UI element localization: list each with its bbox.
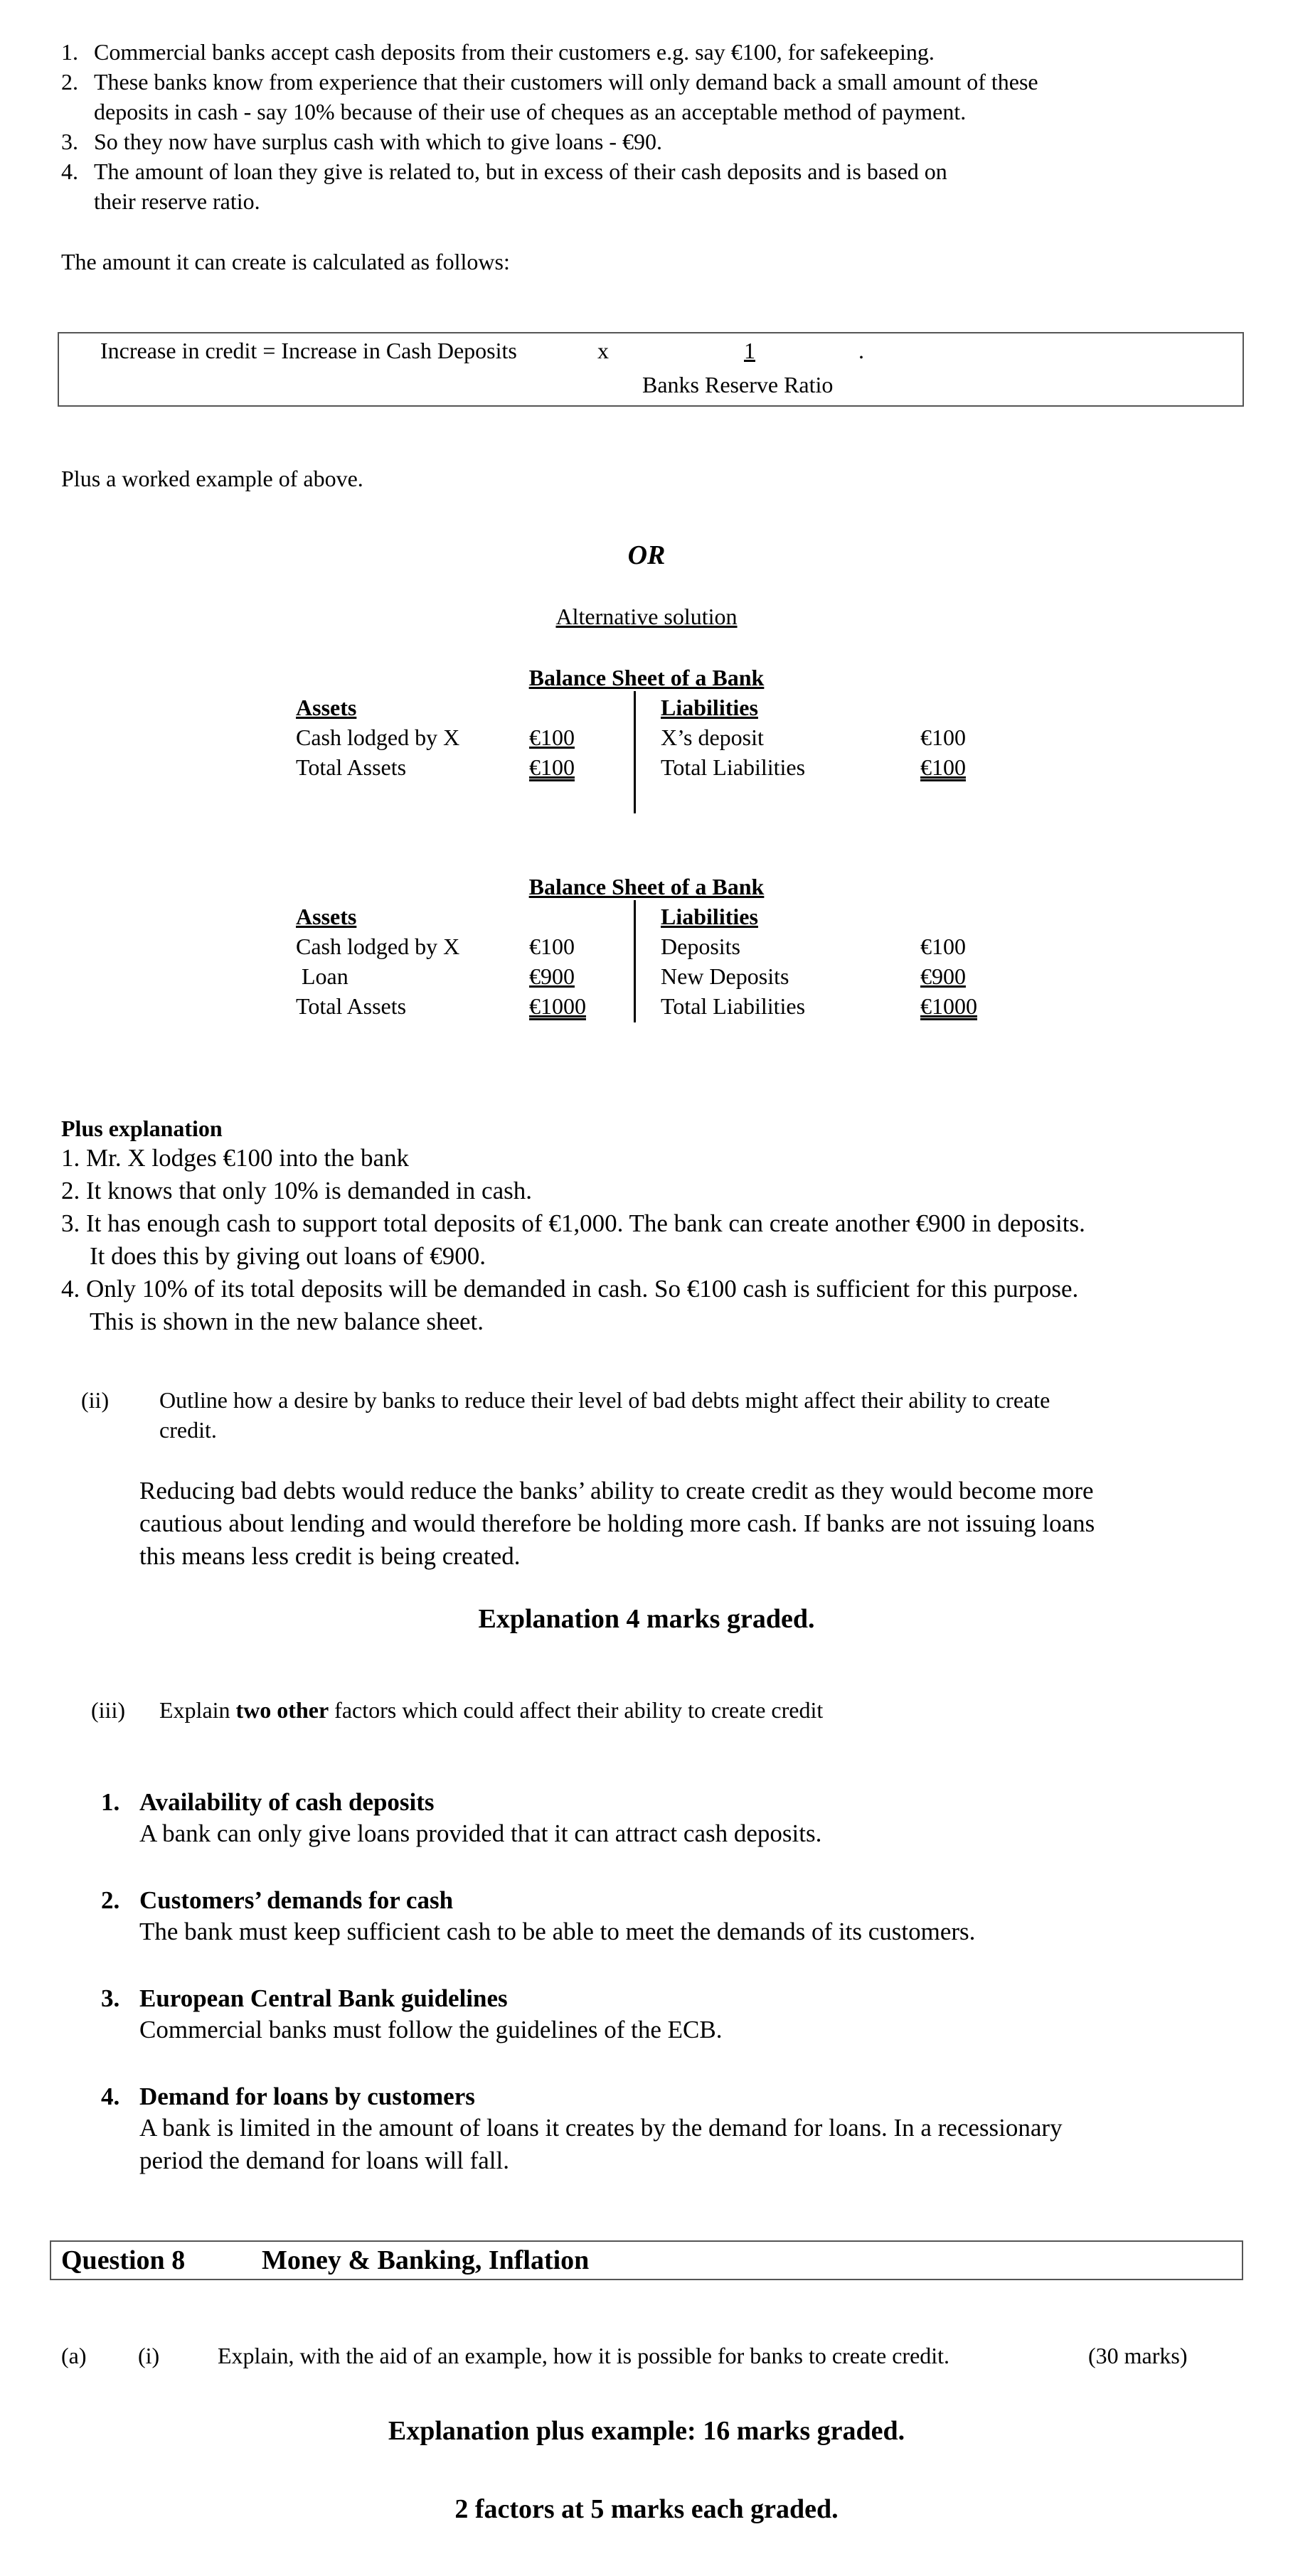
factor-3-title: European Central Bank guidelines: [139, 1984, 508, 2012]
formula-period: .: [858, 338, 864, 363]
question8-marks: (30 marks): [1088, 2343, 1188, 2368]
factor-4-text-line-1: A bank is limited in the amount of loans it creates by the demand for loans. In a recessionary: [139, 2114, 1063, 2142]
question-text: factors which could affect their ability to create credit: [329, 1697, 824, 1723]
sheet1-asset-value: €100: [529, 725, 575, 750]
part-ii-answer-line-1: Reducing bad debts would reduce the banks’ ability to create credit as they would become more: [139, 1477, 1094, 1505]
sheet2-total-liab-value: €1000: [920, 993, 977, 1019]
factor-1-text: A bank can only give loans provided that it can attract cash deposits.: [139, 1819, 822, 1847]
sheet2-assets-header: Assets: [296, 904, 357, 929]
sheet2-new-deposits-label: New Deposits: [661, 963, 789, 989]
sheet1-total-liab-label: Total Liabilities: [661, 754, 806, 780]
question8-question: Explain, with the aid of an example, how it is possible for banks to create credit.: [218, 2343, 950, 2368]
item-text: their reserve ratio.: [94, 188, 260, 214]
item-text: These banks know from experience that their customers will only demand back a small amount of these: [94, 69, 1038, 95]
formula-denominator: Banks Reserve Ratio: [642, 372, 834, 397]
item-text: The amount of loan they give is related to, but in excess of their cash deposits and is based on: [94, 159, 947, 184]
sheet2-loan-value: €900: [529, 963, 575, 989]
part-iii-label: (iii): [91, 1697, 125, 1723]
part-ii-question-line-1: Outline how a desire by banks to reduce their level of bad debts might affect their ability to create: [159, 1387, 1050, 1413]
sheet2-new-deposits-value: €900: [920, 963, 966, 989]
explanation-item-4-cont: This is shown in the new balance sheet.: [90, 1308, 484, 1335]
sheet2-title: Balance Sheet of a Bank: [528, 874, 765, 899]
question8-title: Money & Banking, Inflation: [262, 2245, 590, 2275]
explanation-item-1: [61, 1142, 409, 1175]
part-iii-question: [159, 1695, 823, 1725]
factor-1-number: 1.: [101, 1788, 120, 1816]
factor-4-number: 4.: [101, 2083, 120, 2110]
alt-heading: Alternative solution: [555, 604, 738, 629]
part-ii-question-line-2: credit.: [159, 1417, 217, 1443]
factor-4-text-line-2: period the demand for loans will fall.: [139, 2147, 509, 2174]
part-i-label: (i): [138, 2343, 160, 2368]
or-label: OR: [627, 540, 666, 570]
item-text: Mr. X lodges €100 into the bank: [86, 1144, 409, 1172]
factor-2-title: Customers’ demands for cash: [139, 1886, 454, 1914]
explanation-item-2: [61, 1175, 532, 1207]
sheet2-total-liab-label: Total Liabilities: [661, 993, 806, 1019]
factor-4-title: Demand for loans by customers: [139, 2083, 475, 2110]
sheet1-title: Balance Sheet of a Bank: [528, 665, 765, 690]
part-ii-answer-line-2: cautious about lending and would therefore be holding more cash. If banks are not issuing loans: [139, 1509, 1095, 1537]
item-number: 1.: [61, 1144, 80, 1172]
intro-item-4-cont: [94, 186, 260, 216]
sheet1-total-assets-label: Total Assets: [296, 754, 407, 780]
sheet2-total-assets-label: Total Assets: [296, 993, 407, 1019]
sheet1-liability-value: €100: [920, 725, 966, 750]
sheet1-liabilities-header: Liabilities: [661, 695, 758, 720]
sheet2-liability-label: Deposits: [661, 934, 740, 959]
item-number: 4.: [61, 1275, 80, 1303]
factor-2-text: The bank must keep sufficient cash to be able to meet the demands of its customers.: [139, 1918, 976, 1945]
sheet1-total-liab-value: €100: [920, 754, 966, 780]
formula-left: Increase in credit = Increase in Cash Deposits: [100, 338, 517, 363]
factor-1-title: Availability of cash deposits: [139, 1788, 435, 1816]
sheet2-total-assets-value: €1000: [529, 993, 586, 1019]
sheet1-total-assets-value: €100: [529, 754, 575, 780]
question8-header-box: [50, 2240, 1243, 2280]
marking-scheme-1: Explanation plus example: 16 marks graded.: [388, 2416, 905, 2446]
intro-item-2: [61, 67, 1038, 97]
item-number: 3.: [61, 129, 78, 154]
explanation-item-4: [61, 1273, 1078, 1305]
item-number: 2.: [61, 1177, 80, 1204]
sheet1-liability-label: X’s deposit: [661, 725, 764, 750]
item-text: It knows that only 10% is demanded in cash.: [86, 1177, 532, 1204]
factor-3-text: Commercial banks must follow the guidelines of the ECB.: [139, 2016, 723, 2043]
item-number: 3.: [61, 1209, 80, 1237]
question-emphasis: two other: [235, 1697, 329, 1723]
item-number: 1.: [61, 39, 78, 65]
sheet2-asset-value: €100: [529, 934, 575, 959]
part-a-label: (a): [61, 2343, 87, 2368]
sheet2-loan-label: Loan: [296, 963, 348, 989]
item-text: It has enough cash to support total deposits of €1,000. The bank can create another €900 in deposits.: [86, 1209, 1085, 1237]
item-text: Only 10% of its total deposits will be demanded in cash. So €100 cash is sufficient for this purpose.: [86, 1275, 1079, 1303]
marking-scheme-2: 2 factors at 5 marks each graded.: [454, 2494, 839, 2524]
intro-item-4: [61, 156, 947, 186]
plus-explanation-heading: Plus explanation: [61, 1116, 223, 1141]
sheet1-assets-header: Assets: [296, 695, 357, 720]
sheet2-liabilities-header: Liabilities: [661, 904, 758, 929]
intro-item-2-cont: [94, 97, 966, 127]
sheet2-divider: [634, 900, 636, 1022]
intro-item-1: [61, 37, 935, 67]
explanation-item-3: [61, 1207, 1085, 1240]
question-text: Explain: [159, 1697, 236, 1723]
question8-label: Question 8: [61, 2245, 186, 2275]
part-ii-answer-line-3: this means less credit is being created.: [139, 1542, 521, 1570]
item-text: So they now have surplus cash with which to give loans - €90.: [94, 129, 662, 154]
explanation-item-3-cont: It does this by giving out loans of €900.: [90, 1242, 486, 1270]
formula-numerator: 1: [744, 338, 755, 363]
factor-3-number: 3.: [101, 1984, 120, 2012]
part-ii-label: (ii): [81, 1387, 110, 1413]
calc-intro: The amount it can create is calculated as follows:: [61, 249, 510, 274]
item-text: deposits in cash - say 10% because of their use of cheques as an acceptable method of payment.: [94, 99, 967, 124]
sheet1-divider: [634, 691, 636, 813]
item-number: 2.: [61, 69, 78, 95]
part-ii-marks: Explanation 4 marks graded.: [478, 1604, 815, 1634]
item-number: 4.: [61, 159, 78, 184]
intro-item-3: [61, 127, 662, 156]
sheet2-liability-value: €100: [920, 934, 966, 959]
worked-example-note: Plus a worked example of above.: [61, 466, 363, 491]
formula-times: x: [597, 338, 609, 363]
sheet1-asset-label: Cash lodged by X: [296, 725, 460, 750]
factor-2-number: 2.: [101, 1886, 120, 1914]
item-text: Commercial banks accept cash deposits from their customers e.g. say €100, for safekeeping.: [94, 39, 935, 65]
sheet2-asset-label: Cash lodged by X: [296, 934, 460, 959]
